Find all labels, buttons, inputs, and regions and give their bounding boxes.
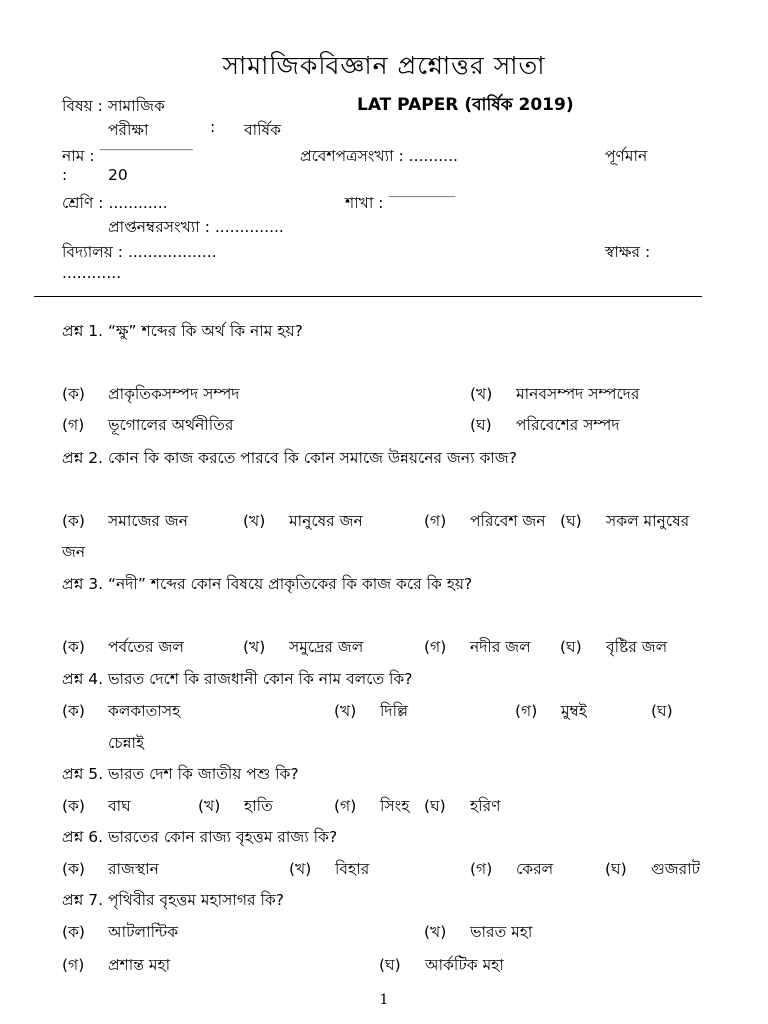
option-text: কলকাতাসহ	[108, 702, 181, 720]
exam-value: বার্ষিক	[244, 121, 281, 139]
name-label: নাম :	[62, 147, 95, 165]
q6-option-c	[470, 857, 553, 883]
option-label: (ক)	[62, 638, 85, 656]
option-label: (ক)	[62, 702, 85, 720]
option-text: হাতি	[244, 797, 273, 815]
option-text: বৃষ্টির জল	[606, 638, 668, 656]
signature-dots: ............	[62, 264, 122, 282]
option-text: গুজরাট	[651, 860, 701, 878]
full-marks-value: 20	[108, 166, 128, 184]
option-label: (ক)	[62, 797, 85, 815]
option-label: (খ)	[470, 385, 493, 403]
option-text: আর্কটিক মহা	[425, 956, 504, 974]
option-label: (খ)	[424, 923, 447, 941]
option-label: (খ)	[243, 638, 266, 656]
option-label: (ক)	[62, 860, 85, 878]
q2-option-c	[424, 509, 546, 535]
option-text: ভারত মহা	[470, 923, 533, 941]
option-text: মানবসম্পদ সম্পদের	[516, 385, 640, 403]
option-text: সমুদ্রের জল	[289, 638, 364, 656]
option-text: প্রাকৃতিকসম্পদ সম্পদ	[108, 385, 240, 403]
option-text: প্রশান্ত মহা	[108, 956, 171, 974]
roll-field: প্রবেশপত্রসংখ্যা : ..........	[300, 147, 458, 165]
q4-option-b	[334, 699, 408, 725]
question-1: প্রশ্ন 1. “ক্ষু” শব্দের কি অর্থ কি নাম হয়?	[62, 322, 303, 340]
option-label: (গ)	[62, 416, 85, 434]
option-label: (গ)	[470, 860, 493, 878]
option-label: (ক)	[62, 385, 85, 403]
registration-field: প্রাপ্তনম্বরসংখ্যা : ..............	[108, 218, 284, 236]
q5-option-a	[62, 794, 131, 820]
option-text: নদীর জল	[470, 638, 531, 656]
q3-option-c	[424, 635, 531, 661]
option-text: কেরল	[516, 860, 554, 878]
option-text: ভূগোলের অর্থনীতির	[108, 416, 234, 434]
question-6: প্রশ্ন 6. ভারতের কোন রাজ্য বৃহত্তম রাজ্য কি?	[62, 828, 338, 846]
option-text: হরিণ	[470, 797, 501, 815]
option-label: (ক)	[62, 512, 85, 530]
q6-option-b	[289, 857, 369, 883]
q2-option-d-wrap: জন	[62, 543, 86, 561]
option-text: দিল্লি	[380, 702, 409, 720]
option-text: মানুষের জন	[289, 512, 363, 530]
exam-label: পরীক্ষা	[108, 121, 149, 139]
option-label: (ক)	[62, 923, 85, 941]
school-field: বিদ্যালয় : ..................	[62, 243, 217, 261]
option-text: সকল মানুষের	[606, 512, 690, 530]
q2-option-a	[62, 509, 188, 535]
option-label: (খ)	[243, 512, 266, 530]
q3-option-a	[62, 635, 184, 661]
q7-option-d	[379, 953, 504, 979]
option-label: (গ)	[424, 638, 447, 656]
section-line: ---------------------------------	[388, 193, 456, 201]
option-text: রাজস্থান	[108, 860, 159, 878]
option-text: বাঘ	[108, 797, 131, 815]
option-text: পরিবেশ জন	[470, 512, 546, 530]
q3-option-b	[243, 635, 363, 661]
option-label: (গ)	[334, 797, 357, 815]
q5-option-b	[198, 794, 273, 820]
option-text: পরিবেশের সম্পদ	[516, 416, 620, 434]
option-label: (খ)	[289, 860, 312, 878]
q2-option-d	[560, 509, 689, 535]
q6-option-d	[605, 857, 700, 883]
section-field	[345, 191, 455, 217]
option-label: (গ)	[515, 702, 538, 720]
option-text: আটলান্টিক	[108, 923, 179, 941]
option-label: (ঘ)	[424, 797, 446, 815]
question-2: প্রশ্ন 2. কোন কি কাজ করতে পারবে কি কোন সমাজে উন্নয়নের জন্য কাজ?	[62, 449, 517, 467]
q4-option-c	[515, 699, 587, 725]
section-label: শাখা :	[345, 194, 384, 212]
q5-option-d	[424, 794, 500, 820]
header-divider	[34, 296, 702, 297]
question-4: প্রশ্ন 4. ভারত দেশে কি রাজধানী কোন কি নাম বলতে কি?	[62, 670, 413, 688]
q1-option-c	[62, 413, 233, 439]
q6-option-a	[62, 857, 159, 883]
option-label: (ঘ)	[651, 702, 673, 720]
q4-option-d	[651, 699, 697, 725]
class-field: শ্রেণি : ............	[62, 194, 168, 212]
option-label: (খ)	[198, 797, 221, 815]
document-title: সামাজিকবিজ্ঞান প্রশ্নোত্তর সাতা	[222, 51, 546, 80]
option-label: (ঘ)	[560, 638, 582, 656]
full-marks-colon: :	[62, 166, 68, 184]
paper-label: LAT PAPER (বার্ষিক 2019)	[357, 95, 574, 115]
option-text: সমাজের জন	[108, 512, 189, 530]
q7-option-b	[424, 920, 532, 946]
option-label: (গ)	[424, 512, 447, 530]
option-text: পর্বতের জল	[108, 638, 184, 656]
q7-option-c	[62, 953, 170, 979]
q1-option-b	[470, 382, 639, 408]
option-label: (ঘ)	[560, 512, 582, 530]
q3-option-d	[560, 635, 667, 661]
option-label: (খ)	[334, 702, 357, 720]
question-7: প্রশ্ন 7. পৃথিবীর বৃহত্তম মহাসাগর কি?	[62, 891, 284, 909]
full-marks-label: পূর্ণমান	[605, 147, 648, 165]
option-label: (ঘ)	[470, 416, 492, 434]
question-3: প্রশ্ন 3. “নদী” শব্দের কোন বিষয়ে প্রাকৃতিকের কি কাজ করে কি হয়?	[62, 575, 473, 593]
q5-option-c	[334, 794, 410, 820]
option-text: মুম্বই	[561, 702, 587, 720]
option-text: বিহার	[335, 860, 370, 878]
option-label: (ঘ)	[605, 860, 627, 878]
option-label: (গ)	[62, 956, 85, 974]
q7-option-a	[62, 920, 178, 946]
name-line: ----------------------------------------------	[99, 146, 193, 154]
q1-option-a	[62, 382, 239, 408]
page-number: 1	[379, 992, 389, 1008]
q2-option-b	[243, 509, 363, 535]
q4-option-d-text: চেন্নাই	[108, 734, 145, 752]
q4-option-a	[62, 699, 180, 725]
q1-option-d	[470, 413, 620, 439]
option-label: (ঘ)	[379, 956, 401, 974]
option-text: সিংহ	[380, 797, 410, 815]
subject-label: বিষয় : সামাজিক	[62, 97, 165, 115]
question-5: প্রশ্ন 5. ভারত দেশ কি জাতীয় পশু কি?	[62, 765, 299, 783]
signature-label: স্বাক্ষর :	[605, 243, 651, 261]
exam-colon: :	[210, 118, 216, 136]
